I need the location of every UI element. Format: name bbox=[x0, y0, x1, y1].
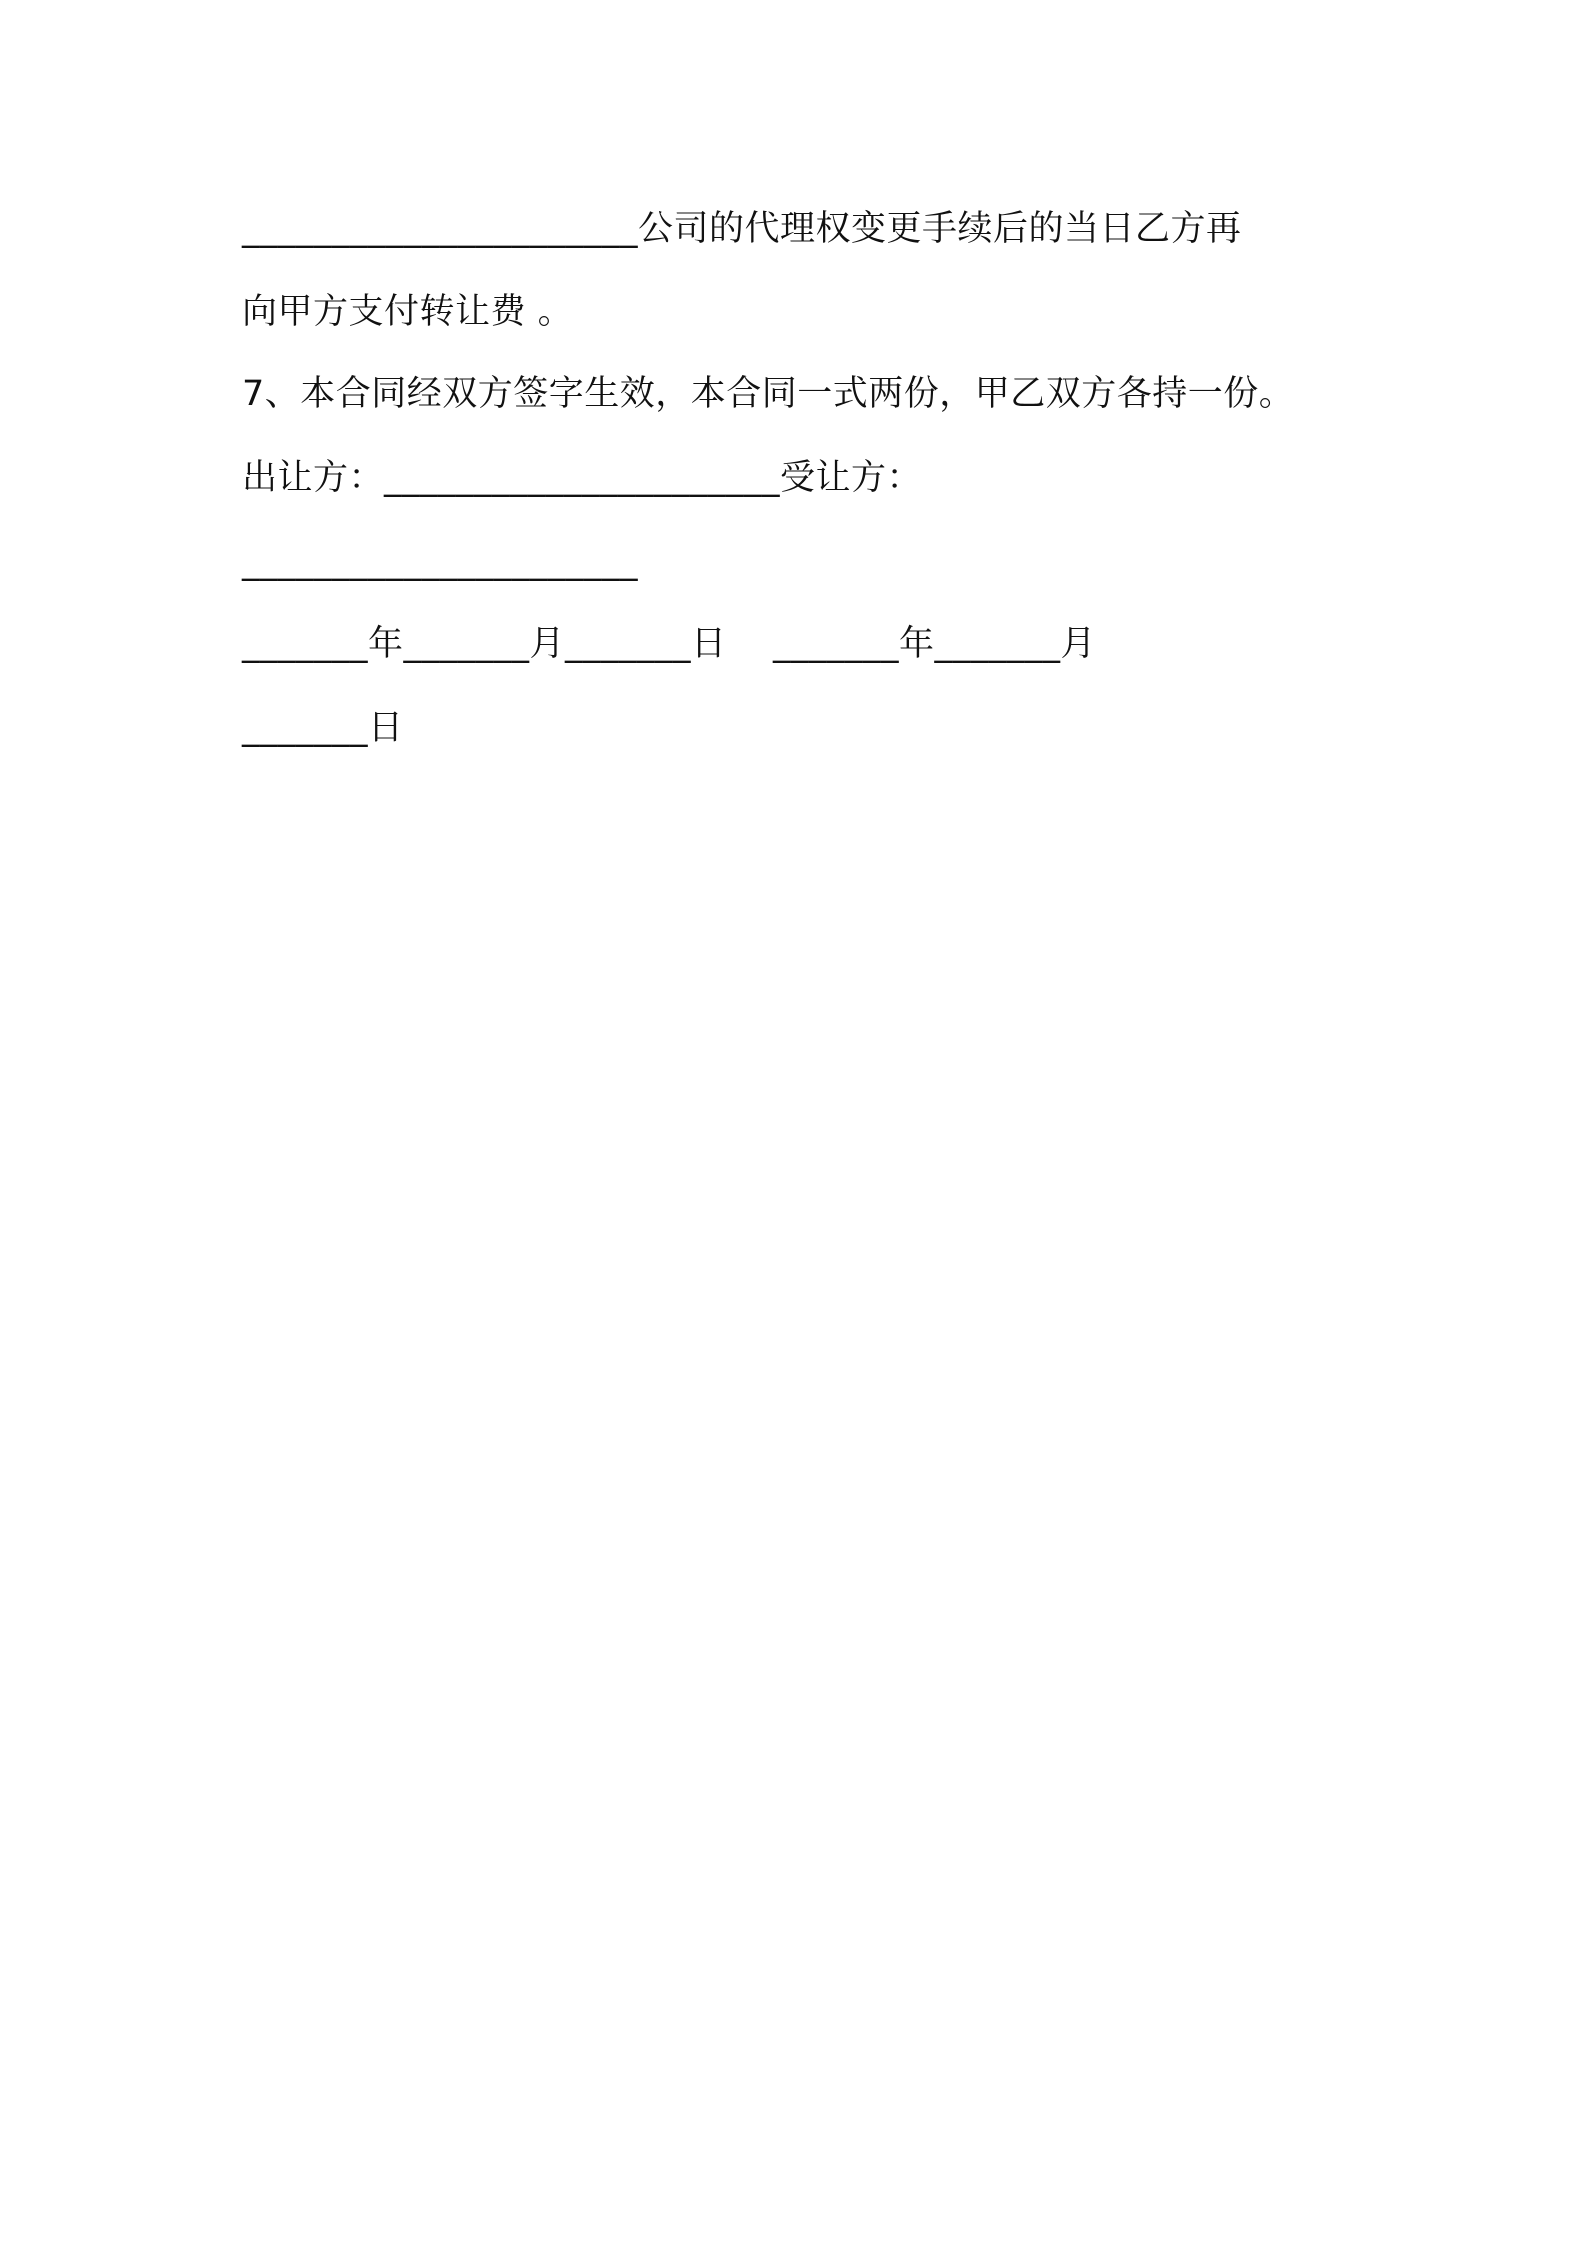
date-blanks-line: _______年_______月_______日 _______年_______月 bbox=[242, 624, 1097, 664]
transfer-fee-clause-line-1: ______________________公司的代理权变更手续后的当日乙方再 bbox=[242, 209, 1242, 249]
signature-parties-line: 出让方：______________________受让方： bbox=[242, 458, 923, 498]
clause-7: 7、本合同经双方签字生效，本合同一式两份，甲乙双方各持一份。 bbox=[242, 374, 1295, 414]
date-day-blank: _______日 bbox=[242, 708, 404, 748]
transfer-fee-clause-line-2: 向甲方支付转让费 。 bbox=[242, 292, 574, 332]
assignee-signature-blank: ______________________ bbox=[242, 542, 638, 582]
